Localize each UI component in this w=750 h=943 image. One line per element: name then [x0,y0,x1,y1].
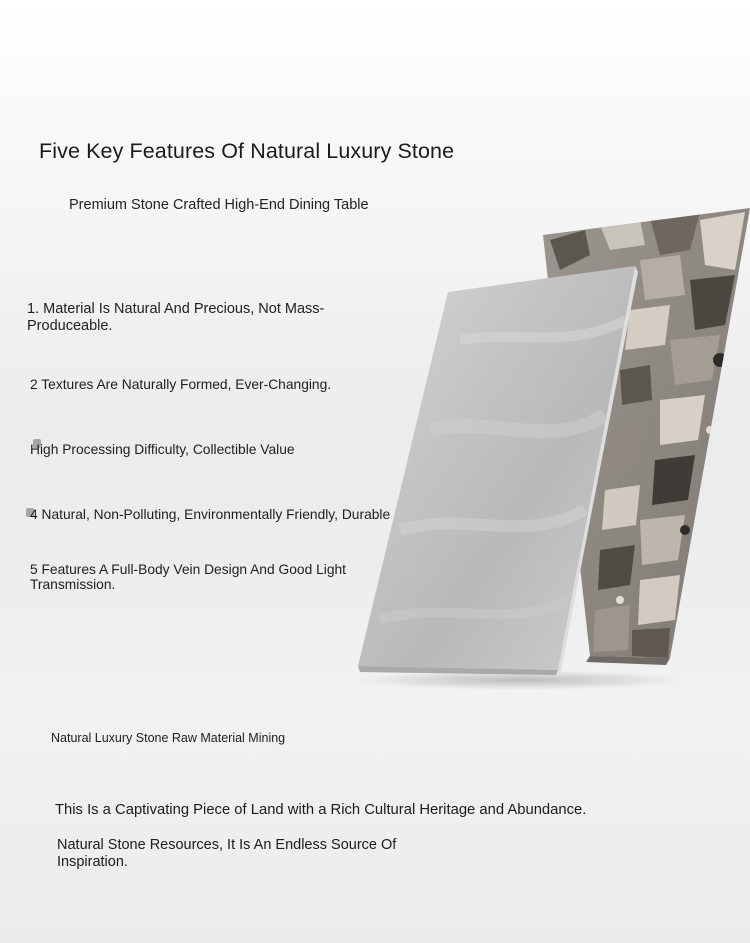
stone-slab-image [340,200,750,700]
feature-item-3: High Processing Difficulty, Collectible Value [30,442,295,457]
feature-item-5: 5 Features A Full-Body Vein Design And Good Light Transmission. [30,562,346,592]
feature-item-1: 1. Material Is Natural And Precious, Not Mass-Produceable. [27,301,325,334]
page-title: Five Key Features Of Natural Luxury Stone [39,139,455,163]
feature-item-4: 4 Natural, Non-Polluting, Environmentally Friendly, Durable [30,507,391,522]
mining-description-1: This Is a Captivating Piece of Land with a Rich Cultural Heritage and Abundance. [55,802,587,818]
mining-heading: Natural Luxury Stone Raw Material Mining [51,731,286,745]
page-subtitle: Premium Stone Crafted High-End Dining Table [69,197,369,213]
feature-item-2: 2 Textures Are Naturally Formed, Ever-Changing. [30,377,332,392]
mining-description-2: Natural Stone Resources, It Is An Endless Source Of Inspiration. [57,837,397,870]
